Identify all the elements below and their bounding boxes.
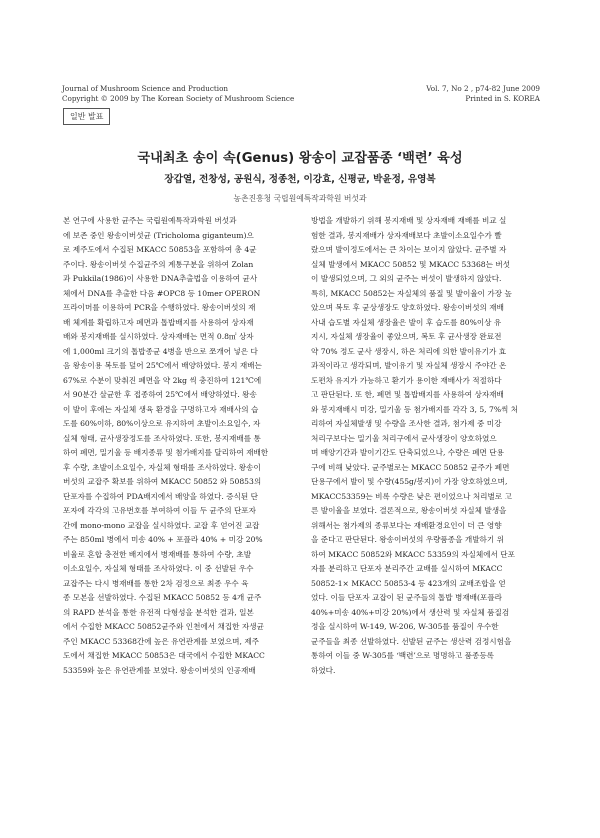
body-text-line: 방법을 개발하기 위해 봉지재배 및 상자재배 재배를 비교 실 bbox=[311, 216, 507, 225]
body-text-line: 로 제주도에서 수집된 MKACC 50853을 포함하여 총 4균 bbox=[63, 245, 257, 254]
body-text-line: 고 판단된다. 또 한, 폐면 및 톱밥배지를 사용하여 상자재배 bbox=[311, 390, 504, 399]
journal-header bbox=[62, 84, 294, 103]
body-text-line: 비율로 혼합 충전한 배지에서 병재배를 통하여 수량, 초발 bbox=[63, 549, 252, 559]
printed-line: Printed in S. KOREA bbox=[465, 93, 540, 103]
body-text-line: 자를 분리하고 단포자 분리주간 교배를 실시하여 MKACC bbox=[311, 564, 503, 573]
paper-title: 국내최초 송이 속(Genus) 왕송이 교잡품종 ‘백련’ 육성 bbox=[137, 151, 463, 166]
body-text-line: 에서 수집한 MKACC 50852균주와 인천에서 채집한 자생균 bbox=[63, 622, 264, 631]
body-text-line: 하였다. bbox=[311, 665, 336, 675]
body-text-line: 종 모본을 선발하였다. 수집된 MKACC 50852 등 4개 균주 bbox=[63, 593, 262, 602]
body-text-line: 체에서 DNA를 추출한 다음 #OPC8 등 10mer OPERON bbox=[63, 288, 261, 298]
body-text-line: 배와 봉지재배를 실시하였다. 상자재배는 면적 0.8㎡ 상자 bbox=[63, 332, 254, 341]
body-column-left bbox=[63, 214, 293, 678]
body-text-line: 의 RAPD 분석을 통한 유전적 다형성을 분석한 결과, 일본 bbox=[63, 607, 254, 617]
body-text-line: 었다. 이들 단포자 교잡이 된 균주들의 톱밥 병재배(포플라 bbox=[311, 593, 502, 602]
body-text-line: 40%+미송 40%+미강 20%)에서 생산력 및 자실체 품질검 bbox=[311, 607, 510, 617]
body-text-line: 음 왕송이용 복토를 덮어 25℃에서 배양하였다. 봉지 재배는 bbox=[63, 361, 262, 370]
category-label: 일반 발표 bbox=[63, 108, 110, 125]
body-text-line: 이 발이 후에는 자실체 생육 환경을 구명하고자 재배사의 습 bbox=[63, 404, 259, 414]
body-text-line: 도를 60%이하, 80%이상으로 유지하여 초발이소요일수, 자 bbox=[63, 419, 261, 428]
body-text-line: 리하여 자실체발생 및 수량을 조사한 결과, 첨가제 중 미강 bbox=[311, 419, 502, 428]
body-text-line: 배 체계를 확립하고자 폐면과 톱밥배지를 사용하여 상자재 bbox=[63, 317, 254, 327]
body-text-line: 았으며 복토 후 균상생장도 양호하였다. 왕송이버섯의 재배 bbox=[311, 303, 504, 312]
body-text-line: 실체 발생에서 MKACC 50852 및 MKACC 53368는 버섯 bbox=[311, 259, 511, 269]
body-text-line: 에 보존 중인 왕송이버섯균 (Tricholoma giganteum)으 bbox=[63, 230, 254, 240]
body-text-line: 단용구에서 발이 및 수량(455g/봉지)이 가장 양호하였으며, bbox=[311, 477, 508, 486]
body-text-line: 처리구보다는 밀기울 처리구에서 균사생장이 양호하였으 bbox=[311, 433, 497, 443]
body-text-line: 포자에 각각의 고유번호를 부여하여 이들 두 균주의 단포자 bbox=[63, 506, 256, 515]
body-column-right bbox=[311, 214, 541, 678]
issue-header bbox=[426, 84, 540, 103]
body-text-line: 주는 850ml 병에서 미송 40% + 포플라 40% + 미강 20% bbox=[63, 535, 263, 544]
body-text-line: 본 연구에 사용한 균주는 국립원예특작과학원 버섯과 bbox=[63, 216, 237, 225]
body-text-line: 도편차 유지가 가능하고 환기가 용이한 재배사가 적절하다 bbox=[311, 375, 502, 385]
body-text-line: 이소요일수, 자실체 형태를 조사하였다. 이 중 선발된 우수 bbox=[63, 564, 254, 573]
body-text-line: 사내 습도별 자실체 생장율은 발이 후 습도를 80%이상 유 bbox=[311, 317, 502, 327]
body-text-line: 주인 MKACC 53368간에 높은 유연관계를 보였으며, 제주 bbox=[63, 636, 260, 646]
body-text-line: 53359와 높은 유연관계를 보였다. 왕송이버섯의 인공재배 bbox=[63, 665, 256, 675]
body-text-line: 이 발생되었으며, 그 외의 균주는 버섯이 발생하지 않았다. bbox=[311, 274, 502, 283]
journal-name: Journal of Mushroom Science and Production bbox=[62, 84, 229, 93]
body-text-line: 주이다. 왕송이버섯 수집균주의 계통구분을 위하여 Zolan bbox=[63, 259, 254, 269]
body-text-line: 서 90분간 살균한 후 접종하여 25℃에서 배양하였다. 왕송 bbox=[63, 390, 257, 399]
body-text-line: 과 Pukkila(1986)이 사용한 DNA추출법을 이용하여 균사 bbox=[63, 274, 258, 283]
body-text-line: 도에서 채집한 MKACC 50853은 대국에서 수집한 MKACC bbox=[63, 651, 265, 660]
body-text-line: 약 70% 정도 균사 생장시, 하온 처리에 의한 발이유기가 효 bbox=[311, 346, 507, 356]
body-text-line: 버섯의 교잡주 확보를 위하여 MKACC 50852 와 50853의 bbox=[63, 477, 262, 486]
body-text-line: 과적이라고 생각되며, 발이유기 및 자실체 생장시 주야간 온 bbox=[311, 361, 507, 370]
body-text-line: 후 수량, 초발이소요일수, 자실체 형태를 조사하였다. 왕송이 bbox=[63, 462, 261, 472]
volume-line: Vol. 7, No 2 , p74-82 June 2009 bbox=[426, 84, 540, 93]
author-list: 장갑열, 전창성, 공원식, 정종천, 이강효, 신평균, 박윤정, 유영복 bbox=[164, 174, 436, 185]
body-text-line: 을 준다고 판단된다. 왕송이버섯의 우량품종을 개발하기 위 bbox=[311, 535, 504, 544]
body-text-line: 험한 결과, 봉지재배가 상자재배보다 초발이소요일수가 빨 bbox=[311, 230, 502, 240]
body-text-line: 정을 실시하여 W-149, W-206, W-305를 품질이 우수한 bbox=[311, 622, 499, 631]
body-text-line: 67%로 수분이 맞춰진 폐면을 약 2kg 씩 충진하여 121℃에 bbox=[63, 375, 262, 385]
body-text-line: 구에 비해 낮았다. 균주별로는 MKACC 50852 균주가 폐면 bbox=[311, 462, 510, 472]
body-text-line: 위해서는 첨가제의 종류보다는 재배환경요인이 더 큰 영향 bbox=[311, 520, 502, 530]
body-text-line: 른 발이율을 보였다. 결론적으로, 왕송이버섯 자실체 발생을 bbox=[311, 506, 507, 515]
body-text-line: 통하여 이들 중 W-305를 ‘백련’으로 명명하고 품종등록 bbox=[311, 651, 494, 660]
body-text-line: 하여 폐면, 밀기울 등 배지종류 및 첨가배지를 달리하여 재배한 bbox=[63, 448, 269, 457]
body-text-line: 간에 mono-mono 교잡을 실시하였다. 교잡 후 얻어진 교잡 bbox=[63, 520, 260, 530]
body-text-line: 와 봉지재배시 미강, 밀기울 등 첨가배지를 각각 3, 5, 7%씩 처 bbox=[311, 404, 519, 414]
body-text-line: 단포자를 수집하여 PDA배지에서 배양을 하였다. 증식된 단 bbox=[63, 491, 258, 501]
body-text-line: 50852-1× MKACC 50853-4 등 423개의 교배조합을 얻 bbox=[311, 578, 506, 588]
body-text-line: 교잡주는 다시 병재배를 통한 2차 검정으로 최종 우수 육 bbox=[63, 578, 249, 588]
body-text-line: 균주들을 최종 선발하였다. 선발된 균주는 생산력 검정시험을 bbox=[311, 636, 512, 646]
body-text-line: 랐으며 발이정도에서는 큰 차이는 보이지 않았다. 균주별 자 bbox=[311, 245, 507, 254]
body-text-line: 에 1,000ml 크기의 톱밥종균 4병을 반으로 쪼개어 넣은 다 bbox=[63, 346, 258, 356]
body-text-line: MKACC53359는 비록 수량은 낮은 편이었으나 처리별로 고 bbox=[311, 491, 512, 501]
body-text-line: 실체 형태, 균사생장정도를 조사하였다. 또한, 봉지재배를 통 bbox=[63, 433, 261, 443]
body-text-line: 하여 MKACC 50852와 MKACC 53359의 자실체에서 단포 bbox=[311, 549, 515, 559]
copyright-line: Copyright © 2009 by The Korean Society of Mushroom Science bbox=[62, 93, 295, 103]
body-text-line: 지시, 자실체 생장율이 좋았으며, 복토 후 균사생장 완료전 bbox=[311, 332, 502, 341]
affiliation: 농촌진흥청 국립원예특작과학원 버섯과 bbox=[233, 194, 367, 203]
body-text-line: 프라이머를 이용하여 PCR을 수행하였다. 왕송이버섯의 재 bbox=[63, 303, 256, 312]
body-text-line: 며 배양기간과 발이기간도 단축되었으나, 수량은 폐면 단용 bbox=[311, 448, 504, 457]
body-text-line: 특히, MKACC 50852는 자실체의 품질 및 발이율이 가장 높 bbox=[311, 288, 512, 298]
